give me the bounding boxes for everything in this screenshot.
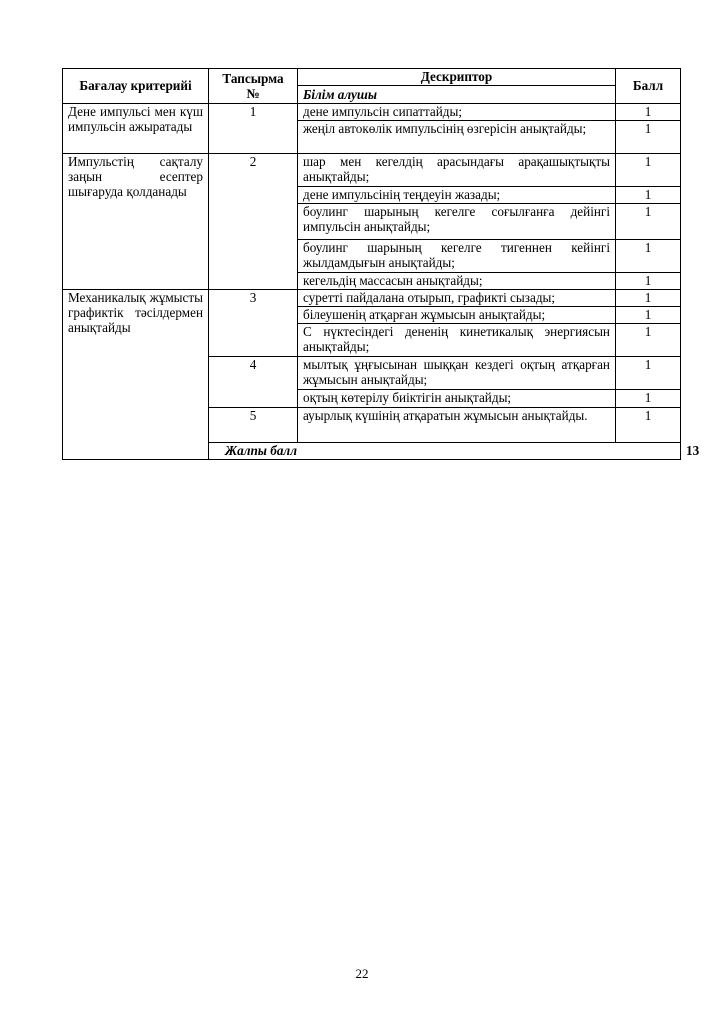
descriptor-cell: боулинг шарының кегелге тигеннен кейінгі жылдамдығын анықтайды; bbox=[298, 240, 616, 273]
descriptor-cell: оқтың көтерілу биіктігін анықтайды; bbox=[298, 390, 616, 408]
task-header-line1: Тапсырма bbox=[222, 70, 284, 86]
score-cell: 1 bbox=[616, 307, 681, 324]
descriptor-cell: ауырлық күшінің атқаратын жұмысын анықтайды. bbox=[298, 408, 616, 441]
score-cell: 1 bbox=[616, 204, 681, 240]
task-header-line2: № bbox=[246, 85, 260, 101]
descriptor-cell: дене импульсін сипаттайды; bbox=[298, 104, 616, 121]
assessment-rubric-table: Бағалау критерийі Тапсырма № Дескриптор Балл Білім алушы Дене импульсі мен күш импульсін ажыратады 1 дене импульсін сипаттайды; 1 жеңіл автокөлік импульсінің өзгерісін анықтайды; 1 Импульстің сақталу заңын есептер шығаруда қолданады 2 шар мен кегелдің арасындағы арақашықтықты анықтайды; 1 дене импульсінің теңдеуін жазады; 1 боулинг шарының кегелге соғылғанға дейінгі импульсін анықтайды; 1 боулинг шарының кегелге тигеннен кейінгі жылдамдығын анықтайды; 1 кегельдің массасын анықтайды; 1 Механикалық жұмысты графиктік тәсілдермен анықтайды 3 суретті пайдалана отырып, графикті сызады; 1 білеушенің атқарған жұмысын анықтайды; 1 С нүктесіндегі дененің кинетикалық энергиясын анықтайды; 1 4 мылтық ұңғысынан шыққан кездегі оқтың атқарған жұмысын анықтайды; 1 оқтың көтерілу биіктігін анықтайды; 1 5 ауырлық күшінің атқаратын жұмысын анықтайды. 1 Жалпы балл 13 bbox=[62, 68, 681, 460]
task-number-header bbox=[209, 69, 298, 104]
score-cell: 1 bbox=[616, 390, 681, 408]
score-cell: 1 bbox=[616, 121, 681, 154]
task-number-cell: 5 bbox=[209, 408, 298, 441]
page-number: 22 bbox=[355, 966, 369, 981]
descriptor-cell: мылтық ұңғысынан шыққан кездегі оқтың атқарған жұмысын анықтайды; bbox=[298, 357, 616, 390]
score-cell: 1 bbox=[616, 273, 681, 290]
descriptor-cell: дене импульсінің теңдеуін жазады; bbox=[298, 187, 616, 204]
descriptor-cell: кегельдің массасын анықтайды; bbox=[298, 273, 616, 290]
criterion-cell: Дене импульсі мен күш импульсін ажыратады bbox=[63, 104, 209, 154]
criterion-cell: Механикалық жұмысты графиктік тәсілдермен анықтайды bbox=[63, 290, 209, 460]
score-cell: 1 bbox=[616, 187, 681, 204]
total-label: Жалпы балл bbox=[209, 443, 681, 460]
descriptor-cell: жеңіл автокөлік импульсінің өзгерісін анықтайды; bbox=[298, 121, 616, 154]
task-number-cell: 1 bbox=[209, 104, 298, 154]
descriptor-cell: шар мен кегелдің арасындағы арақашықтықты анықтайды; bbox=[298, 154, 616, 187]
criteria-header: Бағалау критерийі bbox=[63, 69, 209, 104]
score-cell: 1 bbox=[616, 408, 681, 441]
task-number-cell: 2 bbox=[209, 154, 298, 290]
score-cell: 1 bbox=[616, 104, 681, 121]
descriptor-cell: боулинг шарының кегелге соғылғанға дейінгі импульсін анықтайды; bbox=[298, 204, 616, 240]
score-cell: 1 bbox=[616, 240, 681, 273]
descriptor-cell: суретті пайдалана отырып, графикті сызады; bbox=[298, 290, 616, 307]
task-number-cell: 3 bbox=[209, 290, 298, 357]
score-cell: 1 bbox=[616, 290, 681, 307]
criterion-cell: Импульстің сақталу заңын есептер шығаруда қолданады bbox=[63, 154, 209, 290]
score-header: Балл bbox=[616, 69, 681, 104]
descriptor-header: Дескриптор bbox=[298, 69, 616, 86]
task-number-cell: 4 bbox=[209, 357, 298, 408]
score-cell: 1 bbox=[616, 324, 681, 357]
descriptor-subheader: Білім алушы bbox=[298, 86, 616, 104]
descriptor-cell: білеушенің атқарған жұмысын анықтайды; bbox=[298, 307, 616, 324]
score-cell: 1 bbox=[616, 357, 681, 390]
descriptor-cell: С нүктесіндегі дененің кинетикалық энергиясын анықтайды; bbox=[298, 324, 616, 357]
score-cell: 1 bbox=[616, 154, 681, 187]
